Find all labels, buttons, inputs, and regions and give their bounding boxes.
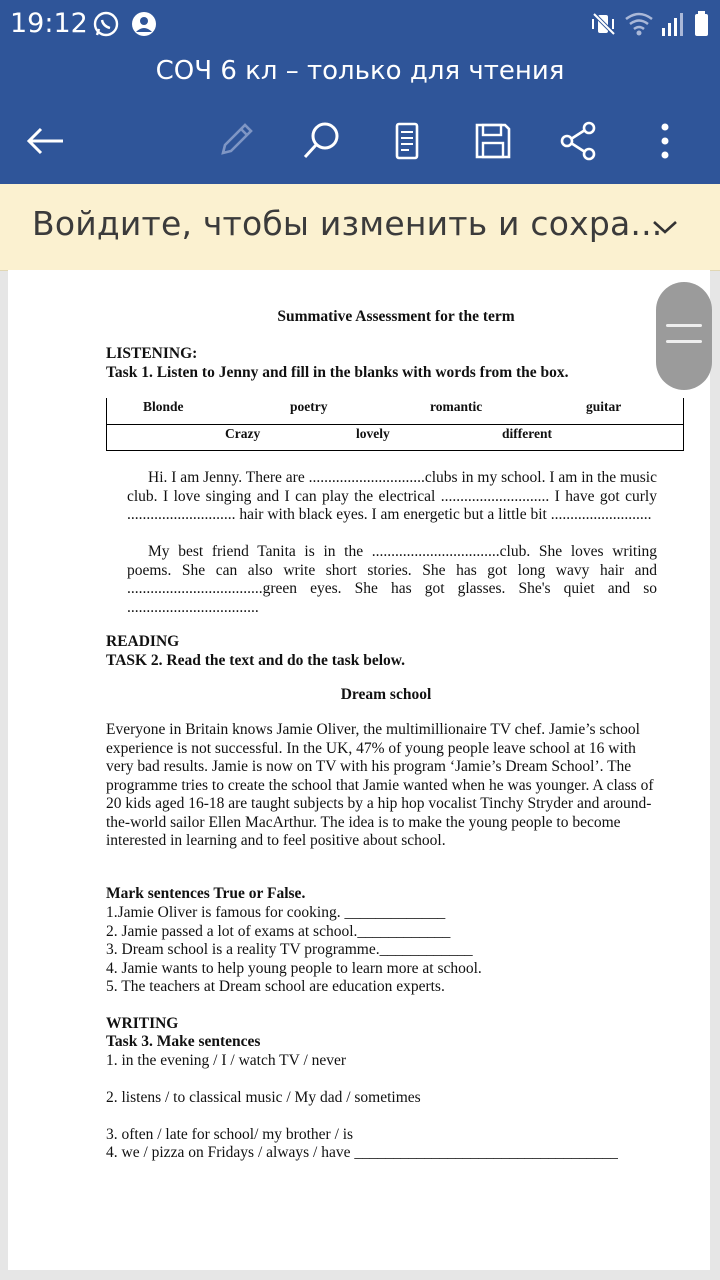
battery-icon <box>692 10 712 43</box>
tf-item: 3. Dream school is a reality TV programme.____________ <box>106 941 473 958</box>
account-circle-icon <box>130 10 158 43</box>
task3-instruction: Task 3. Make sentences <box>106 1033 261 1050</box>
edit-pencil-icon[interactable] <box>210 116 260 166</box>
listening-heading: LISTENING: <box>106 345 198 362</box>
word-item: poetry <box>290 399 328 414</box>
status-time: 19:12 <box>10 8 88 39</box>
tf-item: 1.Jamie Oliver is famous for cooking. _____________ <box>106 904 446 921</box>
task1-instruction: Task 1. Listen to Jenny and fill in the blanks with words from the box. <box>106 364 569 381</box>
word-item: Crazy <box>225 426 261 441</box>
scroll-handle[interactable] <box>656 282 712 390</box>
word-item: romantic <box>430 399 483 414</box>
whatsapp-icon <box>92 10 120 43</box>
reading-heading: READING <box>106 633 180 650</box>
tf-item: 2. Jamie passed a lot of exams at school.____________ <box>106 923 451 940</box>
writing-item: 4. we / pizza on Fridays / always / have __________________________________ <box>106 1144 618 1161</box>
reading-view-icon[interactable] <box>382 116 432 166</box>
wifi-icon <box>624 10 654 43</box>
signin-banner-text: Войдите, чтобы изменить и сохра... <box>32 204 663 243</box>
search-icon[interactable] <box>296 116 346 166</box>
reading-text: Everyone in Britain knows Jamie Oliver, the multimillionaire TV chef. Jamie’s school experience is not successful. In the UK, 47% of young people leave school at 16 with very bad results. Jamie is now on TV with his program ‘Jamie’s Dream School’. The programme tries to create the school that Jamie wanted when he was younger. A class of 20 kids aged 16-18 are taught subjects by a hip hop vocalist Tinchy Stryder and around-the-world sailor Ellen MacArthur. The idea is to make the young people to become interested in learning and to feel positive about school. <box>106 721 654 849</box>
signin-banner[interactable] <box>0 184 720 271</box>
share-icon[interactable] <box>554 116 604 166</box>
signal-icon <box>660 10 686 43</box>
writing-item: 3. often / late for school/ my brother / is <box>106 1126 354 1143</box>
listening-paragraph-2: My best friend Tanita is in the .................................club. She loves writing poems. She can also write short stories. She has got long wavy hair and ...................................green eyes. She has got glasses. She's quiet and so .................................. <box>127 543 657 616</box>
toolbar <box>0 98 720 184</box>
mute-vibrate-icon <box>590 10 618 43</box>
reading-text-title: Dream school <box>340 686 432 703</box>
document-title: СОЧ 6 кл – только для чтения <box>0 48 720 98</box>
writing-heading: WRITING <box>106 1015 179 1032</box>
word-item: guitar <box>586 399 622 414</box>
word-box <box>106 398 684 451</box>
writing-item: 1. in the evening / I / watch TV / never <box>106 1052 347 1069</box>
tf-item: 4. Jamie wants to help young people to learn more at school. <box>106 960 482 977</box>
word-item: lovely <box>356 426 390 441</box>
more-vert-icon[interactable] <box>640 116 690 166</box>
writing-item: 2. listens / to classical music / My dad / sometimes <box>106 1089 421 1106</box>
word-item: Blonde <box>143 399 184 414</box>
save-icon[interactable] <box>468 116 518 166</box>
tf-item: 5. The teachers at Dream school are education experts. <box>106 978 445 995</box>
tf-heading: Mark sentences True or False. <box>106 885 306 902</box>
chevron-down-icon[interactable] <box>648 210 682 249</box>
status-bar <box>0 0 720 48</box>
listening-paragraph-1: Hi. I am Jenny. There are ..............................clubs in my school. I am in the music club. I love singing and I can play the electrical ............................ I have got curly ............................ hair with black eyes. I am energetic but a little bit .......................... <box>127 469 657 523</box>
word-item: different <box>502 426 552 441</box>
document-heading: Summative Assessment for the term <box>277 308 515 325</box>
back-arrow-icon[interactable] <box>20 116 70 166</box>
document-page[interactable] <box>8 270 710 1270</box>
task2-instruction: TASK 2. Read the text and do the task below. <box>106 652 405 669</box>
